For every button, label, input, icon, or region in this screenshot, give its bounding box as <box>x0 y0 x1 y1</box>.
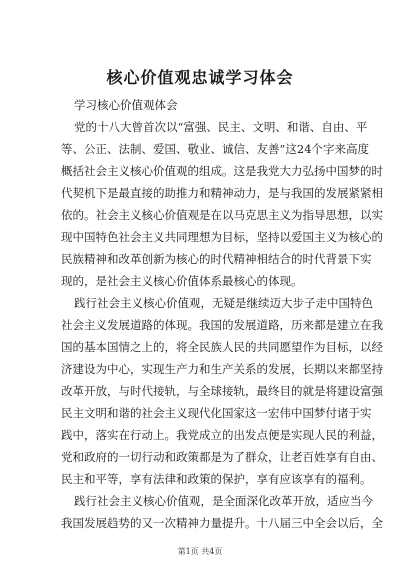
text-line: 概括社会主义核心价值观的组成。这是我党大力弘扬中国梦的时 <box>61 164 383 178</box>
text-line: 国的基本国情之上的，将全民族人民的共同愿望作为目标，以经 <box>61 340 383 354</box>
text-line: 践行社会主义核心价值观，无疑是继续迈大步子走中国特色 <box>74 296 373 310</box>
text-line: 践行社会主义核心价值观，是全面深化改革开放，适应当今 <box>74 494 373 508</box>
text-line: 我国发展趋势的又一次精神力量提升。十八届三中全会以后，全 <box>61 516 383 530</box>
paragraph-3 <box>61 490 383 534</box>
text-line: 民主文明和谐的社会主义现代化国家这一宏伟中国梦付诸于实 <box>61 406 372 420</box>
text-line: 民主和平等，享有法律和政策的保护，享有应该享有的福利。 <box>61 472 372 486</box>
text-line: 党的十八大曾首次以“富强、民主、文明、和谐、自由、平 <box>74 120 368 134</box>
text-line: 社会主义发展道路的体现。我国的发展道路，历来都是建立在我 <box>61 318 383 332</box>
document-body <box>61 94 383 534</box>
page-number: 第1页 共4页 <box>177 547 223 556</box>
paragraph-2 <box>61 292 383 490</box>
document-subtitle: 学习核心价值观体会 <box>74 98 178 112</box>
text-line: 改革开放，与时代接轨，与全球接轨，最终目的就是将建设富强 <box>61 384 383 398</box>
document-title: 核心价值观忠诚学习体会 <box>106 68 294 87</box>
text-line: 践中，落实在行动上。我党成立的出发点便是实现人民的利益， <box>61 428 383 442</box>
text-line: 等、公正、法制、爱国、敬业、诚信、友善”这24个字来高度 <box>61 142 370 156</box>
text-line: 现的，是社会主义核心价值体系最核心的体现。 <box>61 274 303 288</box>
text-line: 现中国特色社会主义共同理想为目标，坚持以爱国主义为核心的 <box>61 230 383 244</box>
paragraph-1 <box>61 116 383 292</box>
text-line: 济建设为中心，实现生产力和生产关系的发展，长期以来都坚持 <box>61 362 383 376</box>
text-line: 民族精神和改革创新为核心的时代精神相结合的时代背景下实 <box>61 252 372 266</box>
text-line: 党和政府的一切行动和政策都是为了群众，让老百姓享有自由、 <box>61 450 383 464</box>
text-line: 依的。社会主义核心价值观是在以马克思主义为指导思想，以实 <box>61 208 383 222</box>
text-line: 代契机下是最直接的助推力和精神动力，是与我国的发展紧紧相 <box>61 186 383 200</box>
